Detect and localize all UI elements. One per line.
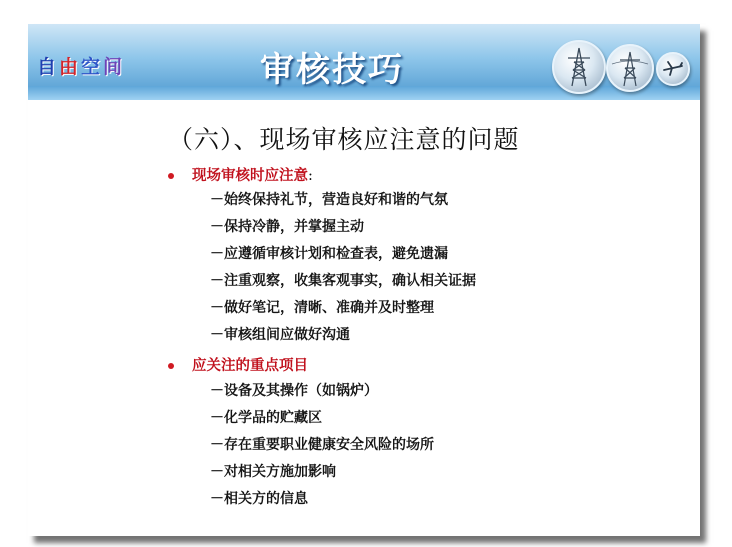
bullet-label: 应关注的重点项目 bbox=[192, 357, 308, 374]
bullet-item bbox=[168, 354, 308, 375]
slide-content bbox=[28, 100, 700, 536]
sub-item: －设备及其操作（如锅炉） bbox=[210, 383, 378, 399]
sub-item: －化学品的贮藏区 bbox=[210, 410, 322, 426]
bullet-item bbox=[168, 164, 313, 185]
sub-item: －存在重要职业健康安全风险的场所 bbox=[210, 437, 434, 453]
sub-item: －保持冷静，并掌握主动 bbox=[210, 219, 364, 235]
sub-item: －审核组间应做好沟通 bbox=[210, 327, 350, 343]
airplane-icon bbox=[656, 52, 690, 86]
slide-header bbox=[28, 24, 700, 100]
bullet-dot-icon bbox=[168, 173, 174, 179]
sub-item: －相关方的信息 bbox=[210, 491, 308, 507]
logo-char: 由 bbox=[59, 56, 80, 78]
bullet-label: 现场审核时应注意 bbox=[192, 167, 308, 184]
power-pylon-icon bbox=[606, 44, 654, 92]
sub-item: －注重观察，收集客观事实，确认相关证据 bbox=[210, 273, 476, 289]
sub-item: －始终保持礼节，营造良好和谐的气氛 bbox=[210, 192, 448, 208]
slide bbox=[28, 24, 700, 536]
bullet-dot-icon bbox=[168, 363, 174, 369]
transmission-tower-icon bbox=[552, 40, 606, 94]
bullet-suffix: : bbox=[308, 168, 313, 184]
sub-item: －应遵循审核计划和检查表，避免遗漏 bbox=[210, 246, 448, 262]
logo-char: 空 bbox=[81, 56, 102, 78]
slide-title: 审核技巧 bbox=[260, 50, 404, 90]
logo-char: 自 bbox=[37, 56, 58, 78]
section-heading: （六）、现场审核应注意的问题 bbox=[168, 125, 520, 154]
logo bbox=[36, 52, 124, 79]
sub-item: －对相关方施加影响 bbox=[210, 464, 336, 480]
logo-char: 间 bbox=[103, 56, 124, 78]
sub-item: －做好笔记，清晰、准确并及时整理 bbox=[210, 300, 434, 316]
